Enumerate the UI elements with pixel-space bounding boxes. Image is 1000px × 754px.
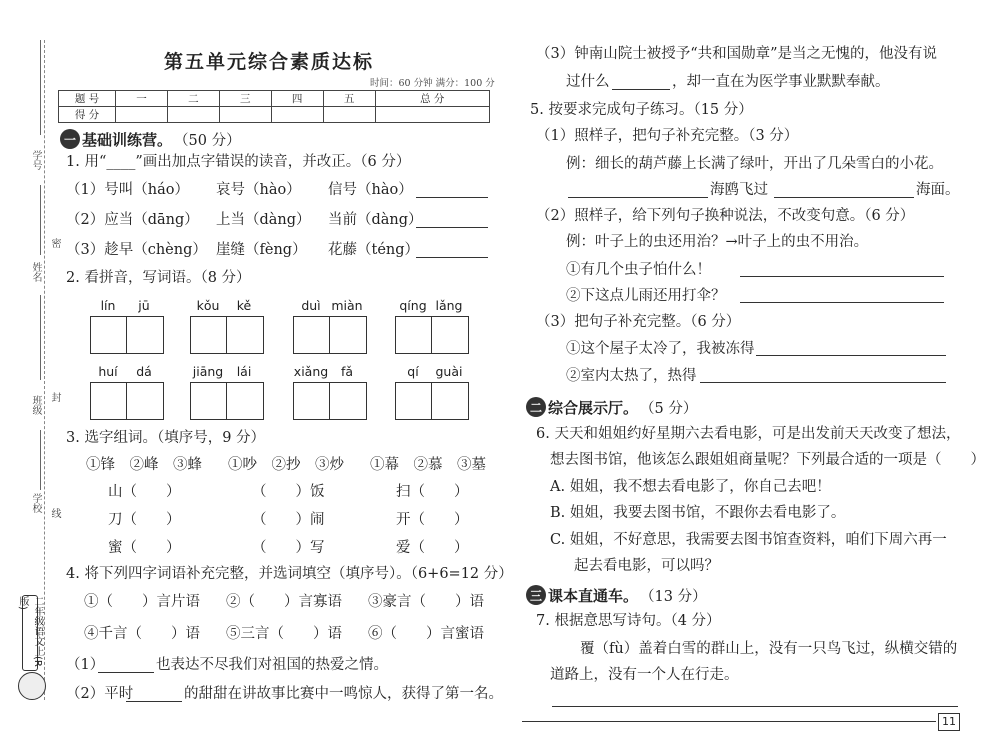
grade-tag: 二年级语文上(R版): [22, 595, 38, 671]
q4-stem: 4. 将下列四字词语补充完整，并选词填空（填序号）。（6+6=12 分）: [66, 566, 513, 582]
answer-line[interactable]: [416, 197, 488, 198]
writing-grid[interactable]: [90, 382, 164, 420]
section-badge: 二: [526, 397, 546, 417]
cut-mark-xian: 线: [49, 508, 60, 518]
page-title: 第五单元综合素质达标: [164, 51, 375, 73]
writing-grid[interactable]: [293, 382, 367, 420]
answer-line[interactable]: [568, 197, 708, 198]
q2-stem: 2. 看拼音，写词语。（8 分）: [66, 270, 251, 286]
page-number: 11: [938, 713, 960, 731]
answer-line[interactable]: [416, 257, 488, 258]
answer-line[interactable]: [416, 227, 488, 228]
answer-line[interactable]: [740, 276, 944, 277]
writing-grid[interactable]: [90, 316, 164, 354]
answer-line[interactable]: [552, 706, 958, 707]
q7-stem: 7. 根据意思写诗句。（4 分）: [536, 613, 721, 629]
section-3-header: 三 课本直通车。 （13 分）: [526, 584, 707, 606]
score-table-score-row: 得 分: [59, 107, 490, 123]
answer-line[interactable]: [126, 701, 182, 702]
answer-line[interactable]: [612, 89, 670, 90]
footer-rule: [522, 721, 936, 722]
option-a: A. 姐姐，我不想去看电影了，你自己去吧！: [550, 479, 831, 495]
writing-grid[interactable]: [395, 382, 469, 420]
section-badge: 三: [526, 585, 546, 605]
section-1-header: 一 基础训练营。 （50 分）: [60, 128, 241, 150]
writing-grid[interactable]: [395, 316, 469, 354]
answer-line[interactable]: [740, 302, 944, 303]
label-name: 姓名: [30, 262, 41, 282]
section-badge: 一: [60, 129, 80, 149]
q3-stem: 3. 选字组词。（填序号，9 分）: [66, 430, 266, 446]
label-school: 学校: [30, 493, 41, 513]
q5-stem: 5. 按要求完成句子练习。（15 分）: [530, 102, 753, 118]
writing-grid[interactable]: [190, 316, 264, 354]
answer-line[interactable]: [98, 672, 154, 673]
cut-mark-mi: 密: [49, 238, 60, 248]
mascot-icon: [18, 672, 46, 700]
binding-margin: [0, 0, 60, 754]
score-table-header-row: 题 号 一 二 三 四 五 总 分: [59, 91, 490, 107]
label-student-id: 学号: [30, 150, 41, 170]
writing-grid[interactable]: [190, 382, 264, 420]
answer-line[interactable]: [700, 382, 946, 383]
cut-mark-feng: 封: [49, 392, 60, 402]
time-score-meta: 时间：60 分钟 满分：100 分: [370, 78, 495, 89]
option-c: C. 姐姐，不好意思，我需要去图书馆查资料，咱们下周六再一: [550, 532, 947, 548]
worksheet-page: 学号 姓名 班级 学校 密 封 线 二年级语文上(R版) 第五单元综合素质达标 时间：60 分钟 满分：100 分 题 号 一 二 三 四 五 总 分 得 分 一 基础训练营。 （50 分） 1. 用“____”画出加点字错误的读音，并改正。（6 分） （1）号叫（háo） 哀号（hào） 信号（hào） （2）应当（dāng） 上当（dàng） 当前（dàng） （3）趁早（chèng） 崖缝（fèng） 花藤（téng） 2. 看拼音，写词语。（8 分） lín jū kǒu kě duì miàn qíng lǎng huí dá jiāng lái xiǎng fǎ qí guài 3. 选字组词。（填序号，9 分） ①锋 ②峰 ③蜂 ①吵 ②抄 ③炒 ①幕 ②慕 ③墓 山（ ） （ ）饭 扫（ ） 刀（ ） （ ）闹 开（ ） 蜜（ ） （ ）写 爱（ ） 4. 将下列四字词语补充完整，并选词填空（填序号）。（6+6=12 分） ①（ ）言片语 ②（ ）言寡语 ③豪言（ ）语 ④千言（ ）语 ⑤三言（ ）语 ⑥（ ）言蜜语 （1） 也表达不尽我们对祖国的热爱之情。 （2）平时 的甜甜在讲故事比赛中一鸣惊人，获得了第一名。 （3）钟南山院士被授予“共和国勋章”是当之无愧的，他没有说 过什么 ，却一直在为医学事业默默奉献。 5. 按要求完成句子练习。（15 分） （1）照样子，把句子补充完整。（3 分） 例：细长的葫芦藤上长满了绿叶，开出了几朵雪白的小花。 海鸥飞过 海面。 （2）照样子，给下列句子换种说法，不改变句意。（6 分） 例：叶子上的虫还用治？→叶子上的虫不用治。 ①有几个虫子怕什么！ ②下这点儿雨还用打伞？ （3）把句子补充完整。（6 分） ①这个屋子太冷了，我被冻得 ②室内太热了，热得 二 综合展示厅。 （5 分） 6. 天天和姐姐约好星期六去看电影，可是出发前天天改变了想法， 想去图书馆，他该怎么跟姐姐商量呢？下列最合适的一项是（ ） A. 姐姐，我不想去看电影了，你自己去吧！ B. 姐姐，我要去图书馆，不跟你去看电影了。 C. 姐姐，不好意思，我需要去图书馆查资料，咱们下周六再一 起去看电影，可以吗？ 三 课本直通车。 （13 分） 7. 根据意思写诗句。（4 分） 覆（fù）盖着白雪的群山上，没有一只鸟飞过，纵横交错的 道路上，没有一个人在行走。 11: [0, 0, 1000, 754]
writing-grid[interactable]: [293, 316, 367, 354]
score-table: [58, 90, 490, 123]
answer-line[interactable]: [756, 355, 946, 356]
q1-stem: 1. 用“____”画出加点字错误的读音，并改正。（6 分）: [66, 154, 411, 170]
answer-line[interactable]: [774, 197, 914, 198]
section-2-header: 二 综合展示厅。 （5 分）: [526, 396, 697, 418]
option-b: B. 姐姐，我要去图书馆，不跟你去看电影了。: [550, 505, 846, 521]
label-class: 班级: [30, 395, 41, 415]
